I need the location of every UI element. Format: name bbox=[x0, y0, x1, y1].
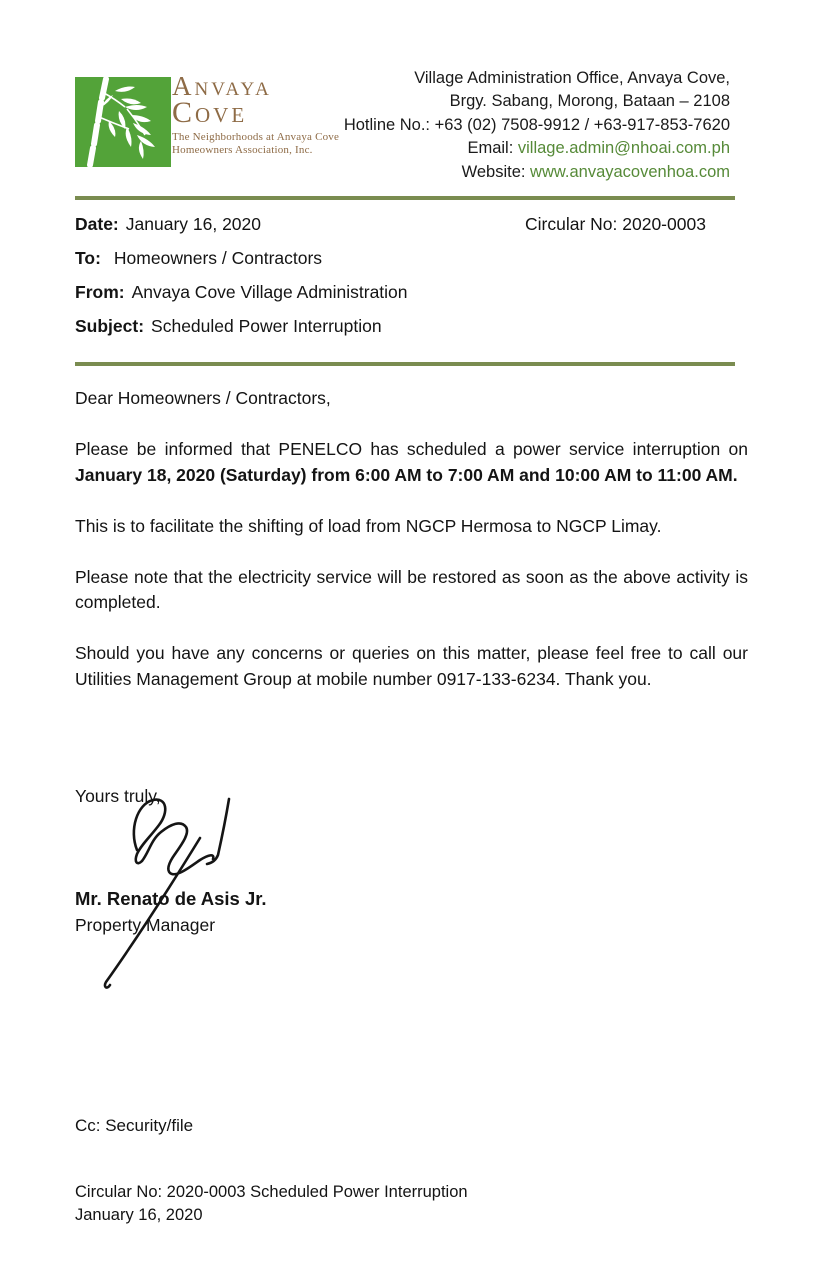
circular-number: Circular No: 2020-0003 bbox=[525, 214, 706, 234]
to-value: Homeowners / Contractors bbox=[113, 248, 323, 268]
email-label: Email: bbox=[467, 139, 518, 158]
email-link[interactable]: village.admin@nhoai.com.ph bbox=[517, 139, 730, 158]
logo-tagline-line2: Homeowners Association, Inc. bbox=[172, 143, 313, 156]
letter-meta-block bbox=[75, 215, 735, 351]
subject-row bbox=[75, 317, 735, 336]
p1-normal-text: Please be informed that PENELCO has scheduled a power service interruption on bbox=[75, 439, 748, 459]
contact-hotline-line: Hotline No.: +63 (02) 7508-9912 / +63-917-853-7620 bbox=[343, 115, 730, 134]
top-divider-rule bbox=[75, 196, 735, 200]
to-row bbox=[75, 249, 735, 268]
footer-reference bbox=[75, 1181, 468, 1226]
date-label: Date: bbox=[75, 214, 119, 234]
cc-line: Cc: Security/file bbox=[75, 1116, 194, 1135]
logo-tagline-line1: The Neighborhoods at Anvaya Cove bbox=[172, 131, 340, 143]
logo-wordmark bbox=[172, 72, 339, 156]
from-label: From: bbox=[75, 282, 125, 302]
paragraph-interruption-notice bbox=[75, 437, 748, 488]
paragraph-reason: This is to facilitate the shifting of load from NGCP Hermosa to NGCP Limay. bbox=[75, 515, 662, 536]
logo-name-line1: Anvaya bbox=[172, 71, 272, 101]
signatory-name: Mr. Renato de Asis Jr. bbox=[75, 888, 267, 909]
subject-value: Scheduled Power Interruption bbox=[151, 316, 382, 336]
anvaya-cove-logo bbox=[75, 77, 171, 167]
paragraph-contact-info: Should you have any concerns or queries on this matter, please feel free to call our Utilities Management Group at mobile number 0917-133-6234. Thank you. bbox=[75, 643, 748, 689]
footer-ref-line1: Circular No: 2020-0003 Scheduled Power Interruption bbox=[75, 1183, 468, 1201]
footer-ref-line2: January 16, 2020 bbox=[75, 1205, 203, 1224]
contact-email-line bbox=[344, 137, 730, 160]
subject-label: Subject: bbox=[75, 316, 145, 336]
contact-website-line bbox=[344, 161, 730, 184]
date-value: January 16, 2020 bbox=[125, 214, 262, 234]
contact-address-line: Brgy. Sabang, Morong, Bataan – 2108 bbox=[449, 92, 730, 111]
letterhead-contact-block bbox=[344, 67, 730, 184]
bamboo-logo-icon bbox=[75, 77, 171, 167]
paragraph-restoration: Please note that the electricity service will be restored as soon as the above activity is completed. bbox=[75, 566, 748, 612]
logo-name-line2: Cove bbox=[172, 96, 248, 129]
letter-body bbox=[75, 386, 748, 718]
signatory-block bbox=[75, 886, 267, 938]
website-label: Website: bbox=[461, 162, 531, 181]
second-divider-rule bbox=[75, 362, 735, 366]
from-row bbox=[75, 283, 735, 302]
to-label: To: bbox=[75, 248, 101, 268]
closing-phrase: Yours truly, bbox=[75, 786, 161, 806]
salutation: Dear Homeowners / Contractors, bbox=[75, 388, 331, 408]
p1-bold-schedule: January 18, 2020 (Saturday) from 6:00 AM to 7:00 AM and 10:00 AM to 11:00 AM. bbox=[75, 464, 738, 485]
from-value: Anvaya Cove Village Administration bbox=[131, 282, 408, 302]
website-link[interactable]: www.anvayacovenhoa.com bbox=[530, 162, 730, 181]
signatory-title: Property Manager bbox=[75, 915, 216, 935]
contact-office-line: Village Administration Office, Anvaya Cove, bbox=[414, 69, 730, 87]
date-row bbox=[75, 215, 735, 234]
